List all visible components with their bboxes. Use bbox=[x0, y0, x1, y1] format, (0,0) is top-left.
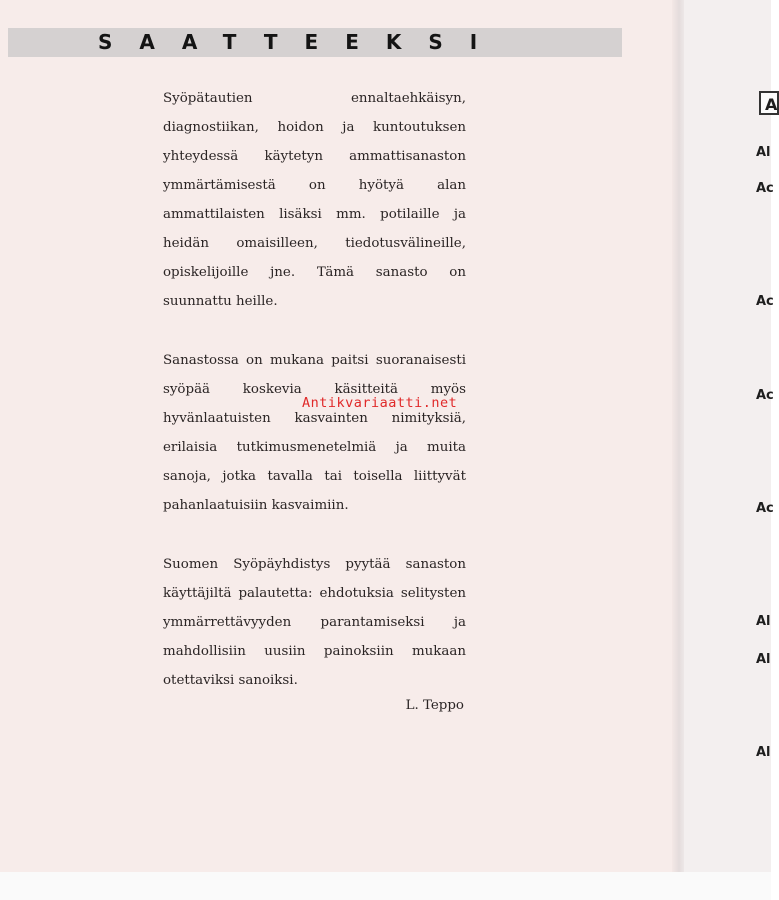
scan-bottom-edge bbox=[0, 872, 771, 900]
entry-fragment: Al bbox=[756, 652, 771, 667]
entry-fragment: Al bbox=[756, 614, 771, 629]
signature: L. Teppo bbox=[405, 698, 464, 713]
entry-fragment: Ac bbox=[756, 501, 774, 516]
entry-fragment: Ac bbox=[756, 181, 774, 196]
entry-fragment: Al bbox=[756, 145, 771, 160]
index-letter-box: A bbox=[759, 91, 779, 115]
entry-fragment: Ac bbox=[756, 294, 774, 309]
paragraph-2: Sanastossa on mukana paitsi suoranaisesti syöpää koskevia käsitteitä myös hyvänlaatuisten kasvainten nimityksiä, erilaisia tutkimusmenetelmiä ja muita sanoja, jotka tavalla tai toisella liittyvät pahanlaatuisiin kasvaimiin. bbox=[163, 353, 466, 513]
paragraph-3: Suomen Syöpäyhdistys pyytää sanaston käyttäjiltä palautetta: ehdotuksia selitysten ymmärrettävyyden parantamiseksi ja mahdollisiin uusiin painoksiin mukaan otettaviksi sanoiksi. bbox=[163, 557, 466, 688]
entry-fragment: Ac bbox=[756, 388, 774, 403]
right-page bbox=[684, 0, 771, 874]
entry-fragment: Al bbox=[756, 745, 771, 760]
page-title: SAATTEEKSI bbox=[98, 30, 505, 54]
watermark: Antikvariaatti.net bbox=[302, 395, 458, 411]
paragraph-1: Syöpätautien ennaltaehkäisyn, diagnostiikan, hoidon ja kuntoutuksen yhteydessä käytetyn ammattisanaston ymmärtämisestä on hyötyä alan ammattilaisten lisäksi mm. potilaille ja heidän omaisilleen, tiedotusvälineille, opiskelijoille jne. Tämä sanasto on suunnattu heille. bbox=[163, 91, 466, 309]
